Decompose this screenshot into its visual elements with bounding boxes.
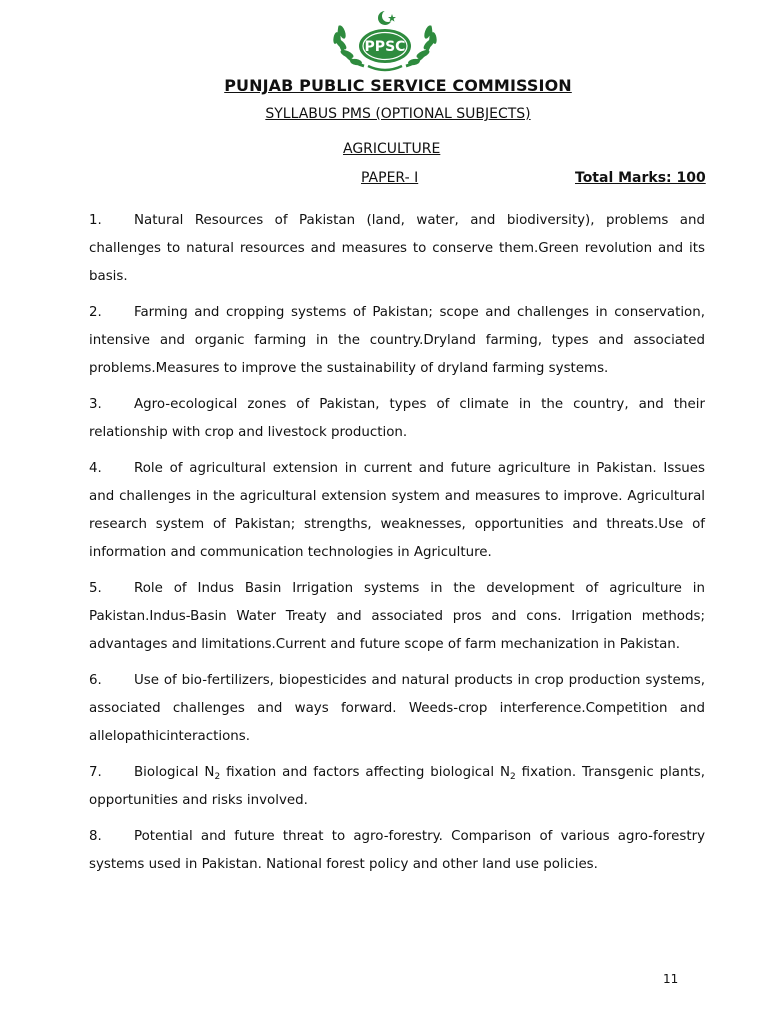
syllabus-item — [89, 759, 705, 815]
document-subtitle: SYLLABUS PMS (OPTIONAL SUBJECTS) — [265, 106, 531, 122]
item-number: 4. — [89, 461, 102, 476]
syllabus-item — [89, 207, 705, 291]
syllabus-item — [89, 667, 705, 751]
item-text: Natural Resources of Pakistan (land, water, and biodiversity), problems and challenges to natural resources and measures to conserve them.Green revolution and its basis. — [89, 213, 705, 284]
item-text: Role of Indus Basin Irrigation systems in the development of agriculture in Pakistan.Indus-Basin Water Treaty and associated pros and cons. Irrigation methods; advantages and limitations.Current and future scope of farm mechanization in Pakistan. — [89, 581, 705, 652]
syllabus-item — [89, 575, 705, 659]
logo-text: PPSC — [364, 39, 406, 55]
subject-heading: AGRICULTURE — [343, 141, 441, 157]
item-text: Use of bio-fertilizers, biopesticides and natural products in crop production systems, associated challenges and ways forward. Weeds-crop interference.Competition and allelopathicinteractions. — [89, 673, 705, 744]
item-number: 1. — [89, 213, 102, 228]
page-number: 11 — [663, 972, 679, 986]
paper-label: PAPER- I — [361, 170, 419, 186]
item-text: Agro-ecological zones of Pakistan, types of climate in the country, and their relationship with crop and livestock production. — [89, 397, 705, 440]
total-marks: Total Marks: 100 — [575, 170, 706, 186]
subscript: 2 — [510, 772, 516, 782]
item-text-part: Biological N — [134, 765, 215, 780]
item-text: Farming and cropping systems of Pakistan; scope and challenges in conservation, intensive and organic farming in the country.Dryland farming, types and associated problems.Measures to improve the sustainability of dryland farming systems. — [89, 305, 705, 376]
item-text-part: fixation and factors affecting biological N — [220, 765, 510, 780]
item-number: 7. — [89, 765, 102, 780]
syllabus-list — [89, 207, 705, 887]
item-number: 2. — [89, 305, 102, 320]
syllabus-item — [89, 299, 705, 383]
item-number: 3. — [89, 397, 102, 412]
item-number: 5. — [89, 581, 102, 596]
ppsc-emblem-icon — [330, 8, 440, 74]
item-text-part: fixation. Transgenic plants, opportunities and risks involved. — [89, 765, 705, 808]
syllabus-item — [89, 823, 705, 879]
subscript: 2 — [214, 772, 221, 782]
syllabus-item — [89, 455, 705, 567]
ppsc-logo — [330, 8, 440, 74]
syllabus-item — [89, 391, 705, 447]
document-title: PUNJAB PUBLIC SERVICE COMMISSION — [224, 76, 572, 95]
item-text: Potential and future threat to agro-forestry. Comparison of various agro-forestry systems used in Pakistan. National forest policy and other land use policies. — [89, 829, 705, 872]
item-text: Role of agricultural extension in current and future agriculture in Pakistan. Issues and challenges in the agricultural extension system and measures to improve. Agricultural research system of Pakistan; strengths, weaknesses, opportunities and threats.Use of information and communication technologies in Agriculture. — [89, 461, 705, 560]
item-number: 6. — [89, 673, 102, 688]
item-number: 8. — [89, 829, 102, 844]
